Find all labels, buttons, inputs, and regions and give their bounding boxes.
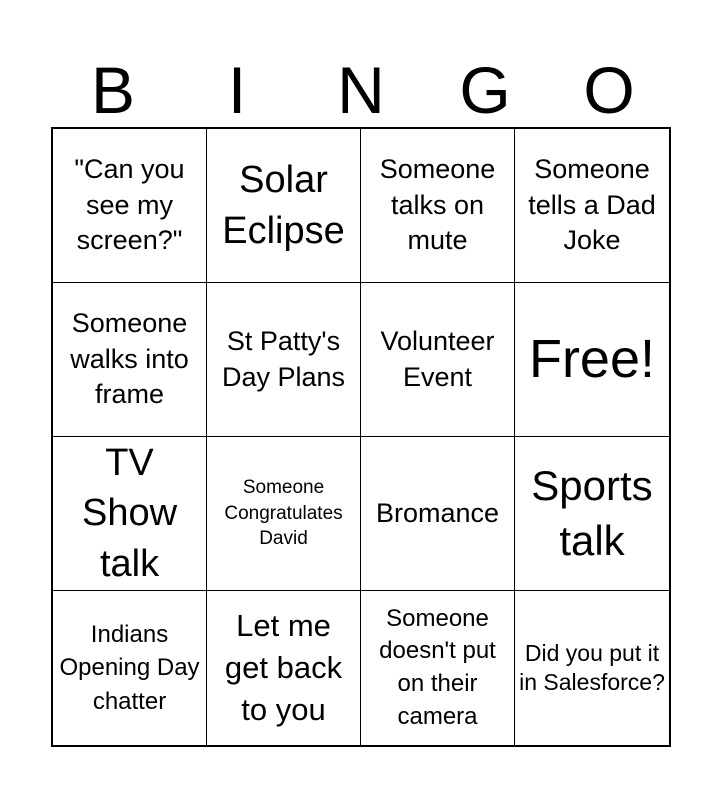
bingo-square-label: Indians Opening Day chatter [59,620,200,715]
bingo-square-label: St Patty's Day Plans [221,325,346,392]
bingo-square-label: Did you put it in Salesforce? [519,639,665,695]
header-letter-b: B [90,53,136,127]
bingo-square[interactable] [53,591,207,745]
bingo-square-label: Let me get back to you [224,608,343,727]
bingo-header [51,52,671,128]
bingo-square-free[interactable] [515,283,669,437]
bingo-square[interactable] [515,437,669,591]
bingo-square-label: TV Show talk [81,442,178,585]
bingo-square-label: Volunteer Event [380,325,495,392]
bingo-square-label: Someone doesn't put on their camera [379,604,496,730]
header-letter-n: N [337,53,385,127]
bingo-square-label: Solar Eclipse [222,159,345,252]
bingo-square[interactable] [53,437,207,591]
bingo-square[interactable] [207,437,361,591]
bingo-square-label: Someone walks into frame [70,307,189,410]
bingo-square-label: Free! [528,329,656,390]
bingo-square-label: Someone talks on mute [379,153,496,256]
bingo-square[interactable] [53,129,207,283]
header-letter-i: I [227,53,247,127]
bingo-square[interactable] [361,591,515,745]
bingo-square[interactable] [53,283,207,437]
header-letter-g: G [459,53,511,127]
bingo-square[interactable] [207,591,361,745]
bingo-square[interactable] [207,129,361,283]
header-letter-o: O [583,53,635,127]
bingo-square[interactable] [361,283,515,437]
bingo-square-label: Someone tells a Dad Joke [528,153,656,256]
bingo-square[interactable] [515,591,669,745]
bingo-square[interactable] [515,129,669,283]
bingo-square-label: "Can you see my screen?" [74,153,185,256]
bingo-square[interactable] [207,283,361,437]
bingo-square[interactable] [361,129,515,283]
bingo-square[interactable] [361,437,515,591]
bingo-square-label: Bromance [375,497,500,528]
bingo-square-label: Someone Congratulates David [224,477,343,550]
bingo-square-label: Sports talk [531,461,653,564]
bingo-card-grid [51,127,671,747]
